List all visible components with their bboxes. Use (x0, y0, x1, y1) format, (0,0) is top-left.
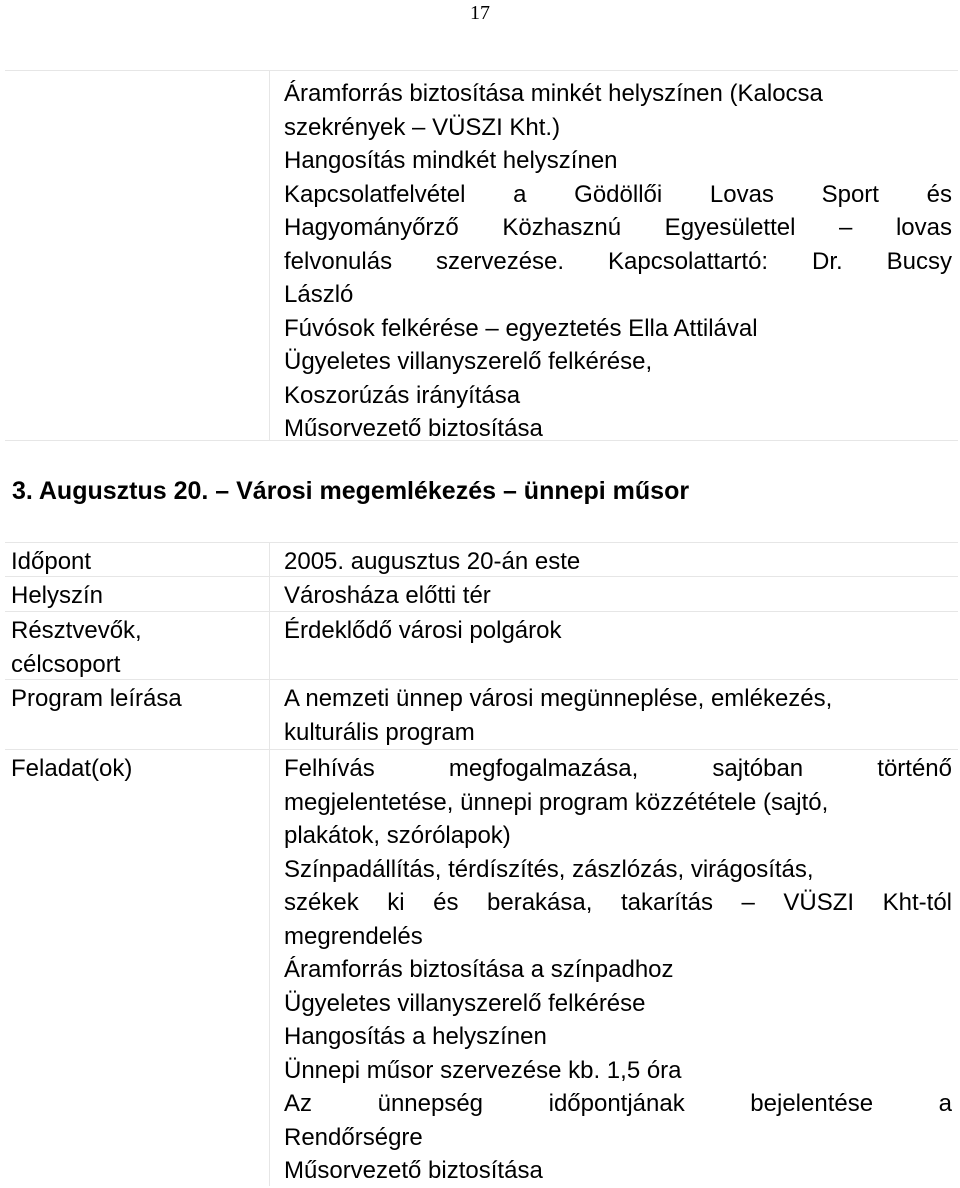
task-line: Színpadállítás, térdíszítés, zászlózás, virágosítás, (284, 855, 814, 883)
task-line: Áramforrás biztosítása a színpadhoz (284, 956, 674, 983)
participants-label: Résztvevők, célcsoport (11, 617, 142, 678)
tasks-value (284, 752, 952, 1188)
task-line: plakátok, szórólapok) (284, 822, 511, 849)
row-participants (5, 612, 958, 680)
task-line: Rendőrségre (284, 1123, 423, 1151)
task-line: felvonulás szervezése. Kapcsolattartó: Dr. Bucsy (284, 247, 952, 275)
task-line: Műsorvezető biztosítása (284, 1157, 543, 1184)
task-line: székek ki és berakása, takarítás – VÜSZI Kht-tól (284, 889, 952, 916)
place-value: Városháza előtti tér (284, 582, 491, 609)
task-line: Áramforrás biztosítása minkét helyszínen (Kalocsa (284, 80, 823, 107)
section-heading: 3. Augusztus 20. – Városi megemlékezés – ünnepi műsor (12, 477, 690, 505)
program-value: A nemzeti ünnep városi megünneplése, emlékezés, kulturális program (284, 685, 833, 746)
page-number: 17 (470, 2, 490, 24)
task-line: szekrények – VÜSZI Kht.) (284, 113, 561, 141)
task-line: megrendelés (284, 922, 423, 950)
row-place (5, 577, 958, 612)
continued-task-list (284, 77, 952, 446)
task-line: Hangosítás mindkét helyszínen (284, 147, 618, 174)
row-time (5, 543, 958, 577)
tasks-label: Feladat(ok) (11, 755, 133, 782)
row-program (5, 680, 958, 750)
task-line: Műsorvezető biztosítása (284, 415, 543, 442)
time-value: 2005. augusztus 20-án este (284, 548, 581, 575)
row-tasks (5, 750, 958, 1186)
program-label: Program leírása (11, 685, 182, 712)
task-line: megjelentetése, ünnepi program közzététele (sajtó, (284, 788, 829, 816)
empty-label-cell (5, 71, 270, 440)
task-line: Ügyeletes villanyszerelő felkérése (284, 989, 646, 1017)
time-label: Időpont (11, 548, 92, 575)
task-line: Fúvósok felkérése – egyeztetés Ella Attilával (284, 314, 758, 342)
place-label: Helyszín (11, 582, 104, 609)
task-line: Hangosítás a helyszínen (284, 1023, 547, 1050)
continued-task-table (5, 70, 958, 441)
task-line: Az ünnepség időpontjának bejelentése a (284, 1090, 952, 1117)
task-line: Koszorúzás irányítása (284, 381, 521, 409)
task-line: Ügyeletes villanyszerelő felkérése, (284, 348, 653, 375)
event-info-table (5, 542, 958, 1186)
task-line: Kapcsolatfelvétel a Gödöllői Lovas Sport és (284, 180, 952, 208)
participants-value: Érdeklődő városi polgárok (284, 617, 562, 644)
task-line: Hagyományőrző Közhasznú Egyesülettel – lovas (284, 214, 952, 241)
task-line: Felhívás megfogalmazása, sajtóban történő (284, 755, 952, 782)
task-line: Ünnepi műsor szervezése kb. 1,5 óra (284, 1056, 682, 1084)
task-line: László (284, 281, 354, 308)
